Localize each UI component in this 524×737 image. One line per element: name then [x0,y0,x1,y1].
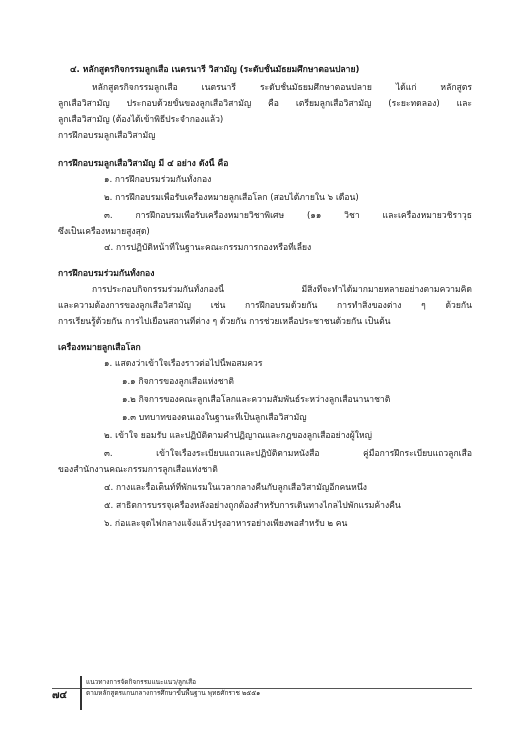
training-item-1: ๑. การฝึกอบรมร่วมกันทั้งกอง [104,175,212,185]
badge-item-3-cont: ของสำนักงานคณะกรรมการลูกเสือแห่งชาติ [58,465,218,475]
badge-item-3: ๓. เข้าใจเรื่องระเบียบแถวและปฏิบัติตามหนังสือ คู่มือการฝึกระเบียบแถวลูกเสือ [104,449,472,459]
training-item-4: ๔. การปฏิบัติหน้าที่ในฐานะคณะกรรมการกองหรือที่เลี้ยง [104,243,312,253]
intro-line-3: ลูกเสือวิสามัญ (ต้องได้เข้าพิธีประจำกองแล้ว) [58,115,224,125]
joint-line-3: การเรียนรู้ด้วยกัน การไปเยือนสถานที่ต่าง ๆ ด้วยกัน การช่วยเหลือประชาชนด้วยกัน เป็นต้น [58,317,391,327]
badge-item-5: ๕. สาธิตการบรรจุเครื่องหลังอย่างถูกต้องสำหรับการเดินทางไกลไปพักแรมค้างคืน [104,501,401,511]
training-item-3: ๓. การฝึกอบรมเพื่อรับเครื่องหมายวิชาพิเศษ (๑๑ วิชา และเครื่องหมายวชิราวุธ [104,211,472,221]
badge-item-6: ๖. ก่อและจุดไฟกลางแจ้งแล้วปรุงอาหารอย่างเพียงพอสำหรับ ๒ คน [104,519,348,529]
footer-subtitle: ตามหลักสูตรแกนกลางการศึกษาขั้นพื้นฐาน พุทธศักราช ๒๕๕๑ [86,689,261,697]
badge-item-1-3: ๑.๓ บทบาทของตนเองในฐานะที่เป็นลูกเสือวิสามัญ [122,413,307,423]
footer-divider [80,676,82,710]
badge-item-1-1: ๑.๑ กิจการของลูกเสือแห่งชาติ [122,377,234,387]
joint-heading: การฝึกอบรมร่วมกันทั้งกอง [58,269,155,279]
training-heading: การฝึกอบรมลูกเสือวิสามัญ มี ๔ อย่าง ดังนี้ คือ [58,159,229,169]
badge-heading: เครื่องหมายลูกเสือโลก [58,343,141,353]
joint-line-1: การประกอบกิจกรรมร่วมกันทั้งกองนี้ มีสิ่งที่จะทำได้มากมายหลายอย่างตามความคิด [92,285,472,295]
intro-line-1: หลักสูตรกิจกรรมลูกเสือ เนตรนารี ระดับชั้นมัธยมศึกษาตอนปลาย ได้แก่ หลักสูตร [92,83,472,93]
badge-item-2: ๒. เข้าใจ ยอมรับ และปฏิบัติตามคำปฏิญาณและกฎของลูกเสืออย่างผู้ใหญ่ [104,431,372,441]
section-heading: ๔. หลักสูตรกิจกรรมลูกเสือ เนตรนารี วิสามัญ (ระดับชั้นมัธยมศึกษาตอนปลาย) [70,65,360,75]
training-item-3-cont: ซึ่งเป็นเครื่องหมายสูงสุด) [58,227,150,237]
page-number: ๗๔ [52,690,68,701]
footer-title: แนวทางการจัดกิจกรรมแนะแนว/ลูกเสือ [86,678,197,686]
joint-line-2: และความต้องการของลูกเสือวิสามัญ เช่น การฝึกอบรมด้วยกัน การทำสิ่งของต่าง ๆ ด้วยกัน [58,301,472,311]
badge-item-4: ๔. กางและรื้อเต็นท์ที่พักแรมในเวลากลางคืนกับลูกเสือวิสามัญอีกคนหนึ่ง [104,483,367,493]
badge-item-1: ๑. แสดงว่าเข้าใจเรื่องราวต่อไปนี้พอสมควร [104,359,263,369]
intro-line-2: ลูกเสือวิสามัญ ประกอบด้วยขั้นของลูกเสือวิสามัญ คือ เตรียมลูกเสือวิสามัญ (ระยะทดลอง) และ [58,99,472,109]
intro-line-4: การฝึกอบรมลูกเสือวิสามัญ [58,131,156,141]
training-item-2: ๒. การฝึกอบรมเพื่อรับเครื่องหมายลูกเสือโลก (สอบได้ภายใน ๖ เดือน) [104,193,359,203]
badge-item-1-2: ๑.๒ กิจการของคณะลูกเสือโลกและความสัมพันธ์ระหว่างลูกเสือนานาชาติ [122,395,391,405]
